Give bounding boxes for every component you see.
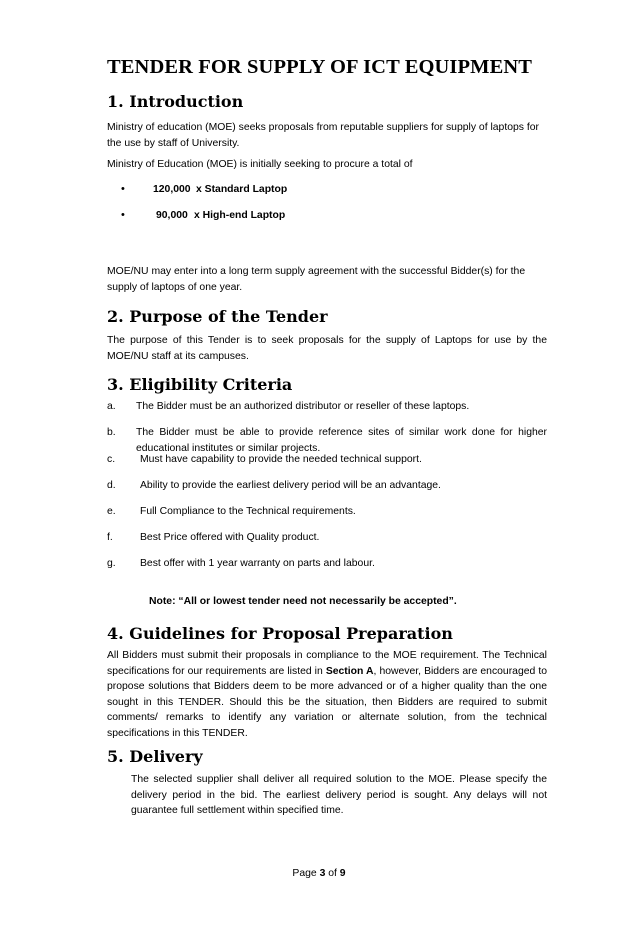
section-heading-eligibility: 3. Eligibility Criteria: [107, 375, 293, 394]
criteria-letter: f.: [107, 532, 113, 543]
delivery-paragraph: The selected supplier shall deliver all required solution to the MOE. Please specify the delivery period in the bid. The earliest delivery period is sought. Any delays will not guarantee full settlement within specified time.: [131, 774, 547, 816]
page-of: of: [325, 868, 340, 879]
page-prefix: Page: [292, 868, 320, 879]
criteria-letter: a.: [107, 401, 116, 412]
criteria-letter: d.: [107, 480, 116, 491]
page-current: 3: [319, 868, 326, 879]
bullet-item-2: [121, 208, 286, 224]
criteria-text: Ability to provide the earliest delivery period will be an advantage.: [140, 480, 441, 491]
bullet-qty: 120,000: [153, 184, 191, 195]
bullet-item-1: [121, 182, 288, 198]
criteria-letter: c.: [107, 454, 116, 465]
page-number: [0, 868, 638, 879]
eligibility-note: Note: “All or lowest tender need not necessarily be accepted”.: [149, 596, 457, 607]
document-title: TENDER FOR SUPPLY OF ICT EQUIPMENT: [107, 56, 533, 78]
criteria-text: Best offer with 1 year warranty on parts and labour.: [140, 558, 375, 569]
criteria-text: Best Price offered with Quality product.: [140, 532, 320, 543]
bullet-text: x High-end Laptop: [194, 210, 286, 221]
bullet-qty: 90,000: [156, 210, 188, 221]
guidelines-text-after: , however, Bidders are encouraged to propose solutions that Bidders deem to be more advanced or of a higher quality than the one sought in this TENDER. Should this be the situation, then Bidders are required to submit comments/ remarks to identify any variation or alternate solution, from the technical specifications in this TENDER.: [107, 665, 547, 739]
bullet-icon: •: [121, 183, 125, 195]
section-a-reference: Section A: [325, 665, 374, 677]
section-heading-guidelines: 4. Guidelines for Proposal Preparation: [107, 624, 453, 643]
criteria-letter: g.: [107, 558, 116, 569]
guidelines-text-before: All Bidders must submit their proposals in compliance to the MOE requirement. The Technical specifications for our requirements are listed in: [107, 650, 547, 677]
bullet-text: x Standard Laptop: [196, 184, 288, 195]
section-heading-introduction: 1. Introduction: [107, 92, 244, 111]
intro-paragraph-1: Ministry of education (MOE) seeks proposals from reputable suppliers for supply of laptops for the use by staff of University.: [107, 122, 539, 149]
criteria-text: The Bidder must be an authorized distributor or reseller of these laptops.: [136, 401, 470, 412]
intro-paragraph-2: Ministry of Education (MOE) is initially seeking to procure a total of: [107, 159, 413, 170]
guidelines-paragraph: [107, 648, 547, 741]
criteria-letter: b.: [107, 427, 116, 438]
bullet-icon: •: [121, 209, 125, 221]
criteria-text: The Bidder must be able to provide reference sites of similar work done for higher educational institutes or similar projects.: [136, 427, 547, 454]
criteria-text: Full Compliance to the Technical requirements.: [140, 506, 356, 517]
page-total: 9: [339, 868, 346, 879]
section-heading-purpose: 2. Purpose of the Tender: [107, 307, 328, 326]
purpose-paragraph: The purpose of this Tender is to seek proposals for the supply of Laptops for use by the MOE/NU staff at its campuses.: [107, 335, 547, 362]
criteria-letter: e.: [107, 506, 116, 517]
section-heading-delivery: 5. Delivery: [107, 747, 203, 766]
intro-paragraph-3: MOE/NU may enter into a long term supply agreement with the successful Bidder(s) for the supply of laptops of one year.: [107, 266, 526, 293]
criteria-text: Must have capability to provide the needed technical support.: [140, 454, 422, 465]
